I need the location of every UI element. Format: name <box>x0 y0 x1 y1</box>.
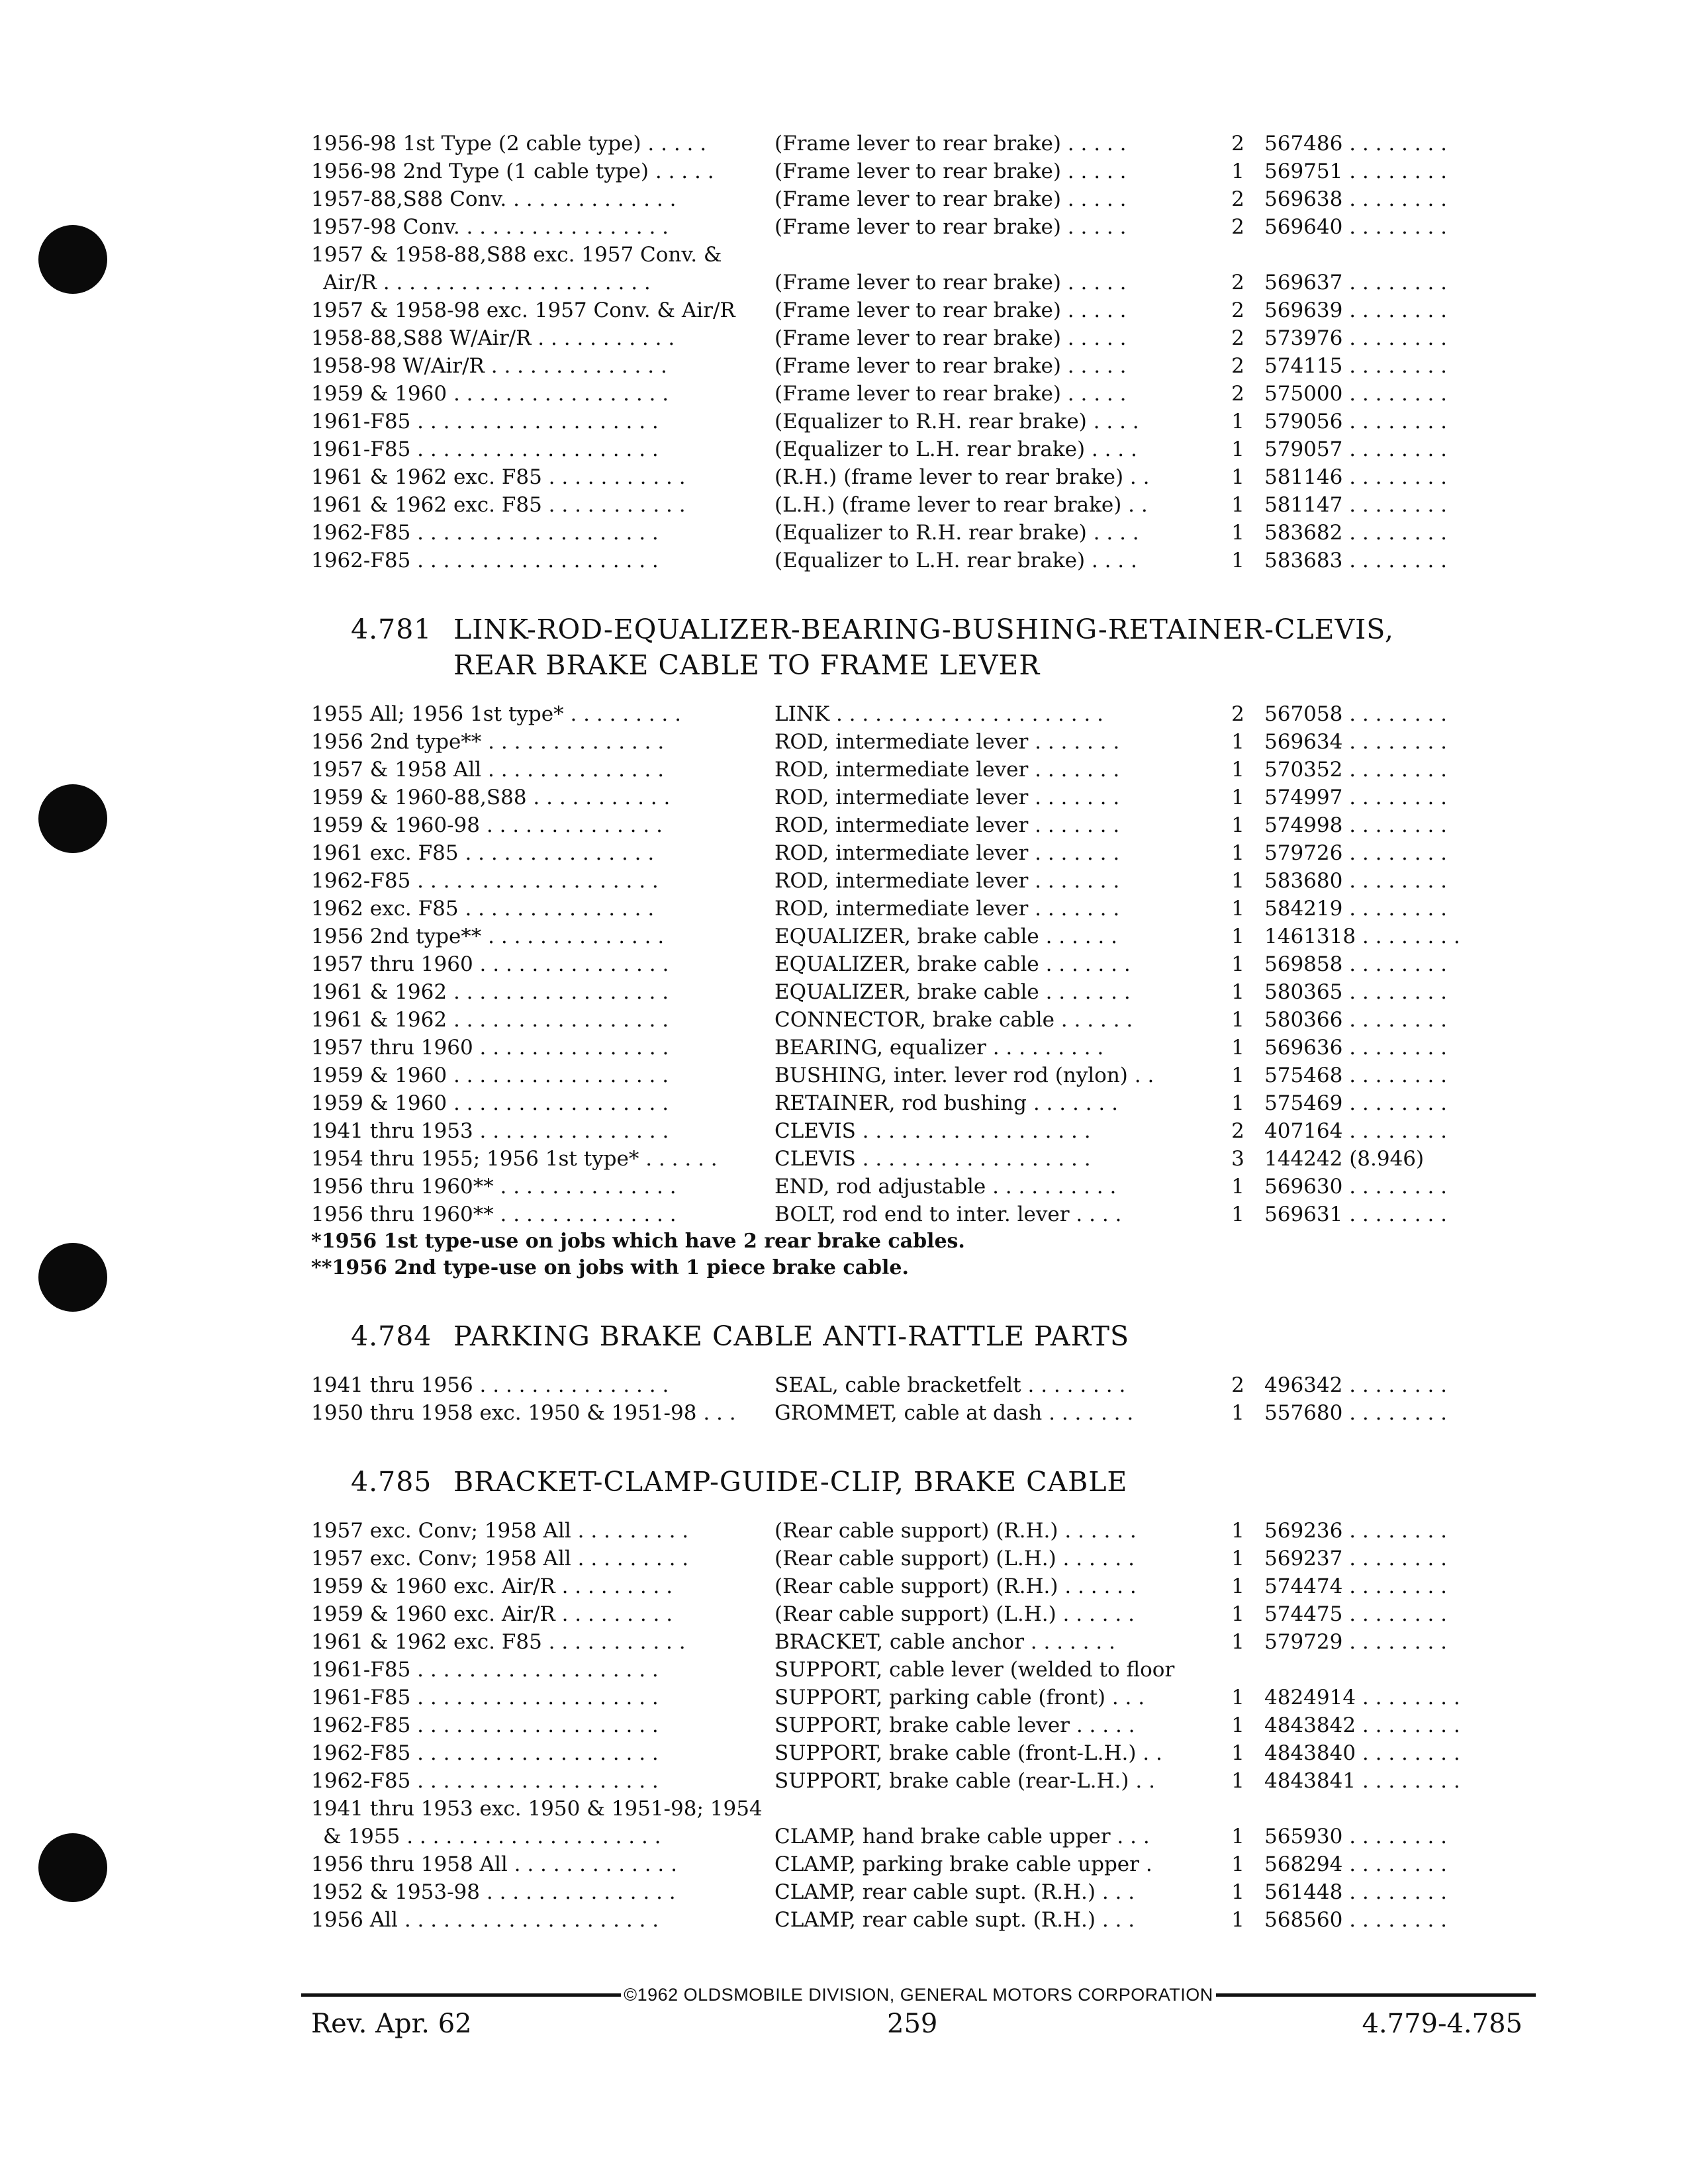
part-number-cell: 569858 . . . . . . . . <box>1264 952 1448 976</box>
part-row <box>311 519 1549 547</box>
description-cell: RETAINER, rod bushing . . . . . . . <box>774 1091 1118 1115</box>
quantity-cell: 1 <box>1231 952 1244 976</box>
part-number-cell: 1461318 . . . . . . . . <box>1264 925 1460 948</box>
description-cell: (Frame lever to rear brake) . . . . . <box>774 215 1127 239</box>
description-cell: SUPPORT, brake cable (front-L.H.) . . <box>774 1741 1162 1765</box>
part-row <box>311 158 1549 185</box>
description-cell: (Rear cable support) (R.H.) . . . . . . <box>774 1574 1137 1598</box>
model-cell: 1956 2nd type** . . . . . . . . . . . . . . <box>311 925 665 948</box>
description-cell: (Frame lever to rear brake) . . . . . <box>774 187 1127 211</box>
part-number-cell: 574997 . . . . . . . . <box>1264 786 1448 809</box>
revision-date: Rev. Apr. 62 <box>311 2009 472 2039</box>
model-cell: 1961 & 1962 . . . . . . . . . . . . . . . . . <box>311 1008 669 1032</box>
model-cell: 1956 2nd type** . . . . . . . . . . . . . . <box>311 730 665 754</box>
part-row <box>311 728 1549 756</box>
quantity-cell: 1 <box>1231 1064 1244 1087</box>
part-row <box>311 1089 1549 1117</box>
footer-rule-left <box>301 1993 621 1997</box>
model-cell: 1961-F85 . . . . . . . . . . . . . . . . . . . <box>311 410 659 433</box>
part-number-cell: 569636 . . . . . . . . <box>1264 1036 1448 1060</box>
description-cell: ROD, intermediate lever . . . . . . . <box>774 897 1120 921</box>
description-cell: (Equalizer to R.H. rear brake) . . . . <box>774 410 1139 433</box>
part-number-cell: 579057 . . . . . . . . <box>1264 437 1448 461</box>
section <box>311 1464 1549 1934</box>
description-cell: BEARING, equalizer . . . . . . . . . <box>774 1036 1104 1060</box>
part-row <box>311 1006 1549 1034</box>
part-number-cell <box>1264 1656 1549 1684</box>
quantity-cell: 1 <box>1231 786 1244 809</box>
section-title: PARKING BRAKE CABLE ANTI-RATTLE PARTS <box>453 1320 1130 1352</box>
model-cell: & 1955 . . . . . . . . . . . . . . . . . . . . <box>323 1825 661 1848</box>
model-cell: 1959 & 1960 . . . . . . . . . . . . . . . . . <box>311 1091 669 1115</box>
model-cell: 1954 thru 1955; 1956 1st type* . . . . . . <box>311 1147 718 1171</box>
description-cell: (Frame lever to rear brake) . . . . . <box>774 354 1127 378</box>
parts-list <box>311 130 1549 1934</box>
footer-rule <box>301 1985 1536 2005</box>
part-row <box>311 296 1549 324</box>
quantity-cell <box>1211 1795 1264 1823</box>
quantity-cell: 1 <box>1231 1547 1244 1570</box>
description-cell: (L.H.) (frame lever to rear brake) . . <box>774 493 1148 517</box>
model-cell: 1958-98 W/Air/R . . . . . . . . . . . . . . <box>311 354 667 378</box>
part-row <box>311 1517 1549 1545</box>
part-number-cell: 575468 . . . . . . . . <box>1264 1064 1448 1087</box>
description-cell: SUPPORT, cable lever (welded to floor <box>774 1658 1175 1682</box>
part-number-cell: 407164 . . . . . . . . <box>1264 1119 1448 1143</box>
description-cell: LINK . . . . . . . . . . . . . . . . . . . . . <box>774 702 1103 726</box>
part-number-cell: 569640 . . . . . . . . <box>1264 215 1448 239</box>
model-cell: 1962 exc. F85 . . . . . . . . . . . . . . . <box>311 897 655 921</box>
quantity-cell: 1 <box>1231 1741 1244 1765</box>
quantity-cell: 2 <box>1231 271 1244 295</box>
description-cell: (Equalizer to L.H. rear brake) . . . . <box>774 549 1137 572</box>
part-row <box>311 185 1549 213</box>
quantity-cell: 3 <box>1231 1147 1244 1171</box>
part-row <box>311 463 1549 491</box>
part-row <box>311 895 1549 923</box>
quantity-cell: 1 <box>1231 521 1244 545</box>
part-number-cell: 565930 . . . . . . . . <box>1264 1825 1448 1848</box>
section <box>311 1318 1549 1427</box>
quantity-cell: 1 <box>1231 410 1244 433</box>
part-row <box>311 923 1549 950</box>
model-cell: 1961 & 1962 exc. F85 . . . . . . . . . . . <box>311 493 686 517</box>
model-cell: 1957 exc. Conv; 1958 All . . . . . . . . . <box>311 1519 689 1543</box>
part-row <box>311 269 1549 296</box>
part-number-cell: 573976 . . . . . . . . <box>1264 326 1448 350</box>
part-number-cell: 580365 . . . . . . . . <box>1264 980 1448 1004</box>
section-heading <box>351 1318 1549 1354</box>
part-row <box>311 435 1549 463</box>
part-number-cell: 574475 . . . . . . . . <box>1264 1602 1448 1626</box>
quantity-cell: 1 <box>1231 1852 1244 1876</box>
copyright-notice: ©1962 OLDSMOBILE DIVISION, GENERAL MOTORS CORPORATION <box>624 1985 1213 2005</box>
quantity-cell: 2 <box>1231 326 1244 350</box>
part-row <box>311 1545 1549 1572</box>
model-cell: 1962-F85 . . . . . . . . . . . . . . . . . . . <box>311 1741 659 1765</box>
part-number-cell: 584219 . . . . . . . . <box>1264 897 1448 921</box>
quantity-cell: 2 <box>1231 1119 1244 1143</box>
description-cell: BOLT, rod end to inter. lever . . . . <box>774 1203 1122 1226</box>
quantity-cell: 1 <box>1231 549 1244 572</box>
binder-hole-1 <box>38 225 107 294</box>
part-number-cell: 569751 . . . . . . . . <box>1264 159 1448 183</box>
quantity-cell: 1 <box>1231 1519 1244 1543</box>
part-number-cell: 581147 . . . . . . . . <box>1264 493 1448 517</box>
part-row <box>311 811 1549 839</box>
quantity-cell: 1 <box>1231 1908 1244 1932</box>
part-number-cell: 579729 . . . . . . . . <box>1264 1630 1448 1654</box>
description-cell: ROD, intermediate lever . . . . . . . <box>774 869 1120 893</box>
part-row <box>311 1878 1549 1906</box>
quantity-cell: 1 <box>1231 1686 1244 1709</box>
part-number-cell: 569236 . . . . . . . . <box>1264 1519 1448 1543</box>
model-cell: 1956 thru 1960** . . . . . . . . . . . . . . <box>311 1175 677 1199</box>
part-row <box>311 1201 1549 1228</box>
part-row <box>311 241 1549 269</box>
part-row <box>311 1656 1549 1684</box>
quantity-cell: 2 <box>1231 215 1244 239</box>
description-cell: CLAMP, rear cable supt. (R.H.) . . . <box>774 1908 1135 1932</box>
quantity-cell: 1 <box>1231 437 1244 461</box>
quantity-cell <box>1211 241 1264 269</box>
description-cell: SEAL, cable bracketfelt . . . . . . . . <box>774 1373 1126 1397</box>
part-number-cell: 4843840 . . . . . . . . <box>1264 1741 1460 1765</box>
description-cell: EQUALIZER, brake cable . . . . . . . <box>774 980 1131 1004</box>
part-row <box>311 1711 1549 1739</box>
part-number-cell: 580366 . . . . . . . . <box>1264 1008 1448 1032</box>
part-row <box>311 1145 1549 1173</box>
quantity-cell: 1 <box>1231 1203 1244 1226</box>
model-cell: 1957 thru 1960 . . . . . . . . . . . . . . . <box>311 1036 669 1060</box>
footer-rule-right <box>1216 1993 1536 1997</box>
model-cell: 1961-F85 . . . . . . . . . . . . . . . . . . . <box>311 437 659 461</box>
model-cell: 1957 exc. Conv; 1958 All . . . . . . . . . <box>311 1547 689 1570</box>
model-cell: 1961-F85 . . . . . . . . . . . . . . . . . . . <box>311 1686 659 1709</box>
quantity-cell: 1 <box>1231 813 1244 837</box>
page-number: 259 <box>887 2009 938 2039</box>
part-number-cell: 4843841 . . . . . . . . <box>1264 1769 1460 1793</box>
part-number-cell: 569631 . . . . . . . . <box>1264 1203 1448 1226</box>
model-cell: 1957 & 1958-88,S88 exc. 1957 Conv. & <box>311 243 722 267</box>
description-cell: CONNECTOR, brake cable . . . . . . <box>774 1008 1133 1032</box>
quantity-cell: 1 <box>1231 758 1244 782</box>
description-cell: (Frame lever to rear brake) . . . . . <box>774 271 1127 295</box>
part-number-cell: 568560 . . . . . . . . <box>1264 1908 1448 1932</box>
description-cell: BRACKET, cable anchor . . . . . . . <box>774 1630 1115 1654</box>
description-cell: ROD, intermediate lever . . . . . . . <box>774 786 1120 809</box>
part-row <box>311 1062 1549 1089</box>
description-cell: CLEVIS . . . . . . . . . . . . . . . . . . <box>774 1147 1091 1171</box>
description-cell: ROD, intermediate lever . . . . . . . <box>774 758 1120 782</box>
section-title-line2: REAR BRAKE CABLE TO FRAME LEVER <box>453 649 1041 681</box>
description-cell: ROD, intermediate lever . . . . . . . <box>774 841 1120 865</box>
model-cell: 1961 & 1962 exc. F85 . . . . . . . . . . . <box>311 465 686 489</box>
part-number-cell: 144242 (8.946) <box>1264 1147 1425 1171</box>
model-cell: 1959 & 1960 exc. Air/R . . . . . . . . . <box>311 1574 673 1598</box>
model-cell: 1956 All . . . . . . . . . . . . . . . . . . . . <box>311 1908 659 1932</box>
part-number-cell: 561448 . . . . . . . . <box>1264 1880 1448 1904</box>
binder-hole-3 <box>38 1243 107 1312</box>
model-cell: 1941 thru 1953 exc. 1950 & 1951-98; 1954 <box>311 1797 763 1821</box>
quantity-cell <box>1211 1656 1264 1684</box>
description-cell: SUPPORT, brake cable lever . . . . . <box>774 1713 1135 1737</box>
model-cell: 1959 & 1960 exc. Air/R . . . . . . . . . <box>311 1602 673 1626</box>
section-heading <box>351 612 1549 683</box>
quantity-cell: 2 <box>1231 132 1244 156</box>
quantity-cell: 2 <box>1231 702 1244 726</box>
quantity-cell: 1 <box>1231 925 1244 948</box>
part-number-cell: 496342 . . . . . . . . <box>1264 1373 1448 1397</box>
description-cell: CLAMP, hand brake cable upper . . . <box>774 1825 1150 1848</box>
part-number-cell: 569237 . . . . . . . . <box>1264 1547 1448 1570</box>
part-number-cell <box>1264 1795 1549 1823</box>
part-number-cell: 569630 . . . . . . . . <box>1264 1175 1448 1199</box>
quantity-cell: 1 <box>1231 1008 1244 1032</box>
description-cell: (Rear cable support) (R.H.) . . . . . . <box>774 1519 1137 1543</box>
part-row <box>311 1600 1549 1628</box>
model-cell: 1962-F85 . . . . . . . . . . . . . . . . . . . <box>311 549 659 572</box>
description-cell: (R.H.) (frame lever to rear brake) . . <box>774 465 1150 489</box>
quantity-cell: 2 <box>1231 298 1244 322</box>
quantity-cell: 1 <box>1231 1769 1244 1793</box>
model-cell: 1956 thru 1958 All . . . . . . . . . . . . . <box>311 1852 677 1876</box>
model-cell: 1962-F85 . . . . . . . . . . . . . . . . . . . <box>311 521 659 545</box>
description-cell: (Equalizer to L.H. rear brake) . . . . <box>774 437 1137 461</box>
part-row <box>311 1628 1549 1656</box>
section-range: 4.779-4.785 <box>1362 2009 1523 2039</box>
model-cell: Air/R . . . . . . . . . . . . . . . . . . . . . <box>323 271 651 295</box>
model-cell: 1961-F85 . . . . . . . . . . . . . . . . . . . <box>311 1658 659 1682</box>
description-cell: CLAMP, rear cable supt. (R.H.) . . . <box>774 1880 1135 1904</box>
part-row <box>311 491 1549 519</box>
model-cell: 1959 & 1960-88,S88 . . . . . . . . . . . <box>311 786 671 809</box>
model-cell: 1952 & 1953-98 . . . . . . . . . . . . . . . <box>311 1880 676 1904</box>
part-row <box>311 1117 1549 1145</box>
model-cell: 1957-88,S88 Conv. . . . . . . . . . . . . . <box>311 187 677 211</box>
part-number-cell: 569634 . . . . . . . . <box>1264 730 1448 754</box>
quantity-cell: 1 <box>1231 465 1244 489</box>
quantity-cell: 1 <box>1231 1713 1244 1737</box>
description-cell: (Rear cable support) (L.H.) . . . . . . <box>774 1602 1135 1626</box>
model-cell: 1957 & 1958 All . . . . . . . . . . . . . . <box>311 758 665 782</box>
part-row <box>311 756 1549 784</box>
part-number-cell: 4843842 . . . . . . . . <box>1264 1713 1460 1737</box>
part-number-cell <box>1264 241 1549 269</box>
part-row <box>311 1173 1549 1201</box>
quantity-cell: 1 <box>1231 1574 1244 1598</box>
part-number-cell: 581146 . . . . . . . . <box>1264 465 1448 489</box>
part-row <box>311 1371 1549 1399</box>
part-number-cell: 583682 . . . . . . . . <box>1264 521 1448 545</box>
part-number-cell: 567486 . . . . . . . . <box>1264 132 1448 156</box>
quantity-cell: 1 <box>1231 841 1244 865</box>
description-cell: ROD, intermediate lever . . . . . . . <box>774 813 1120 837</box>
quantity-cell: 2 <box>1231 354 1244 378</box>
description-cell <box>774 241 1211 269</box>
section <box>311 612 1549 1281</box>
model-cell: 1959 & 1960 . . . . . . . . . . . . . . . . . <box>311 1064 669 1087</box>
part-number-cell: 574474 . . . . . . . . <box>1264 1574 1448 1598</box>
part-number-cell: 4824914 . . . . . . . . <box>1264 1686 1460 1709</box>
quantity-cell: 1 <box>1231 730 1244 754</box>
model-cell: 1958-88,S88 W/Air/R . . . . . . . . . . . <box>311 326 675 350</box>
model-cell: 1956-98 2nd Type (1 cable type) . . . . . <box>311 159 714 183</box>
model-cell: 1956 thru 1960** . . . . . . . . . . . . . . <box>311 1203 677 1226</box>
part-number-cell: 579726 . . . . . . . . <box>1264 841 1448 865</box>
description-cell: GROMMET, cable at dash . . . . . . . <box>774 1401 1134 1425</box>
section-number: 4.784 <box>351 1320 432 1352</box>
part-number-cell: 575469 . . . . . . . . <box>1264 1091 1448 1115</box>
section-number: 4.785 <box>351 1466 432 1498</box>
description-cell: EQUALIZER, brake cable . . . . . . . <box>774 952 1131 976</box>
section-title: LINK-ROD-EQUALIZER-BEARING-BUSHING-RETAINER-CLEVIS, <box>453 614 1394 645</box>
part-row <box>311 1684 1549 1711</box>
part-row <box>311 1572 1549 1600</box>
description-cell: CLAMP, parking brake cable upper . <box>774 1852 1152 1876</box>
quantity-cell: 1 <box>1231 897 1244 921</box>
part-row <box>311 950 1549 978</box>
description-cell: (Frame lever to rear brake) . . . . . <box>774 132 1127 156</box>
model-cell: 1955 All; 1956 1st type* . . . . . . . . . <box>311 702 681 726</box>
description-cell: SUPPORT, parking cable (front) . . . <box>774 1686 1145 1709</box>
quantity-cell: 1 <box>1231 493 1244 517</box>
part-number-cell: 575000 . . . . . . . . <box>1264 382 1448 406</box>
description-cell: (Frame lever to rear brake) . . . . . <box>774 382 1127 406</box>
quantity-cell: 1 <box>1231 1602 1244 1626</box>
quantity-cell: 2 <box>1231 187 1244 211</box>
model-cell: 1959 & 1960 . . . . . . . . . . . . . . . . . <box>311 382 669 406</box>
part-row <box>311 352 1549 380</box>
description-cell: END, rod adjustable . . . . . . . . . . <box>774 1175 1117 1199</box>
quantity-cell: 1 <box>1231 869 1244 893</box>
description-cell: SUPPORT, brake cable (rear-L.H.) . . <box>774 1769 1155 1793</box>
part-row <box>311 867 1549 895</box>
quantity-cell: 1 <box>1231 1630 1244 1654</box>
section-title: BRACKET-CLAMP-GUIDE-CLIP, BRAKE CABLE <box>453 1466 1128 1498</box>
model-cell: 1959 & 1960-98 . . . . . . . . . . . . . . <box>311 813 663 837</box>
model-cell: 1956-98 1st Type (2 cable type) . . . . . <box>311 132 707 156</box>
part-row <box>311 130 1549 158</box>
description-cell: (Frame lever to rear brake) . . . . . <box>774 326 1127 350</box>
part-row <box>311 700 1549 728</box>
description-cell: EQUALIZER, brake cable . . . . . . <box>774 925 1117 948</box>
part-number-cell: 557680 . . . . . . . . <box>1264 1401 1448 1425</box>
part-row <box>311 380 1549 408</box>
description-cell: (Rear cable support) (L.H.) . . . . . . <box>774 1547 1135 1570</box>
footnotes <box>311 1228 1549 1281</box>
model-cell: 1962-F85 . . . . . . . . . . . . . . . . . . . <box>311 1769 659 1793</box>
part-row <box>311 1823 1549 1850</box>
section-number: 4.781 <box>351 614 432 645</box>
part-row <box>311 1767 1549 1795</box>
part-row <box>311 1850 1549 1878</box>
description-cell: (Frame lever to rear brake) . . . . . <box>774 159 1127 183</box>
binder-hole-2 <box>38 784 107 853</box>
part-row <box>311 1906 1549 1934</box>
part-row <box>311 784 1549 811</box>
model-cell: 1961 exc. F85 . . . . . . . . . . . . . . . <box>311 841 655 865</box>
quantity-cell: 1 <box>1231 1091 1244 1115</box>
part-row <box>311 1034 1549 1062</box>
part-number-cell: 567058 . . . . . . . . <box>1264 702 1448 726</box>
description-cell <box>774 1795 1211 1823</box>
part-number-cell: 569637 . . . . . . . . <box>1264 271 1448 295</box>
model-cell: 1941 thru 1956 . . . . . . . . . . . . . . . <box>311 1373 669 1397</box>
part-row <box>311 547 1549 574</box>
quantity-cell: 1 <box>1231 1880 1244 1904</box>
model-cell: 1961 & 1962 . . . . . . . . . . . . . . . . . <box>311 980 669 1004</box>
part-row <box>311 408 1549 435</box>
part-row <box>311 324 1549 352</box>
quantity-cell: 2 <box>1231 382 1244 406</box>
part-number-cell: 570352 . . . . . . . . <box>1264 758 1448 782</box>
section-heading <box>351 1464 1549 1500</box>
model-cell: 1941 thru 1953 . . . . . . . . . . . . . . . <box>311 1119 669 1143</box>
section <box>311 130 1549 574</box>
quantity-cell: 1 <box>1231 980 1244 1004</box>
part-row <box>311 1739 1549 1767</box>
model-cell: 1961 & 1962 exc. F85 . . . . . . . . . . . <box>311 1630 686 1654</box>
part-number-cell: 569638 . . . . . . . . <box>1264 187 1448 211</box>
footnote: *1956 1st type-use on jobs which have 2 rear brake cables. <box>311 1230 965 1253</box>
quantity-cell: 2 <box>1231 1373 1244 1397</box>
model-cell: 1957-98 Conv. . . . . . . . . . . . . . . . . <box>311 215 669 239</box>
description-cell: (Frame lever to rear brake) . . . . . <box>774 298 1127 322</box>
description-cell: (Equalizer to R.H. rear brake) . . . . <box>774 521 1139 545</box>
model-cell: 1962-F85 . . . . . . . . . . . . . . . . . . . <box>311 869 659 893</box>
footnote: **1956 2nd type-use on jobs with 1 piece brake cable. <box>311 1256 909 1279</box>
part-number-cell: 583683 . . . . . . . . <box>1264 549 1448 572</box>
part-row <box>311 1399 1549 1427</box>
model-cell: 1957 thru 1960 . . . . . . . . . . . . . . . <box>311 952 669 976</box>
part-number-cell: 583680 . . . . . . . . <box>1264 869 1448 893</box>
part-number-cell: 569639 . . . . . . . . <box>1264 298 1448 322</box>
description-cell: BUSHING, inter. lever rod (nylon) . . <box>774 1064 1154 1087</box>
part-row <box>311 213 1549 241</box>
part-number-cell: 568294 . . . . . . . . <box>1264 1852 1448 1876</box>
model-cell: 1957 & 1958-98 exc. 1957 Conv. & Air/R <box>311 298 735 322</box>
part-number-cell: 574115 . . . . . . . . <box>1264 354 1448 378</box>
part-number-cell: 574998 . . . . . . . . <box>1264 813 1448 837</box>
quantity-cell: 1 <box>1231 1401 1244 1425</box>
description-cell: CLEVIS . . . . . . . . . . . . . . . . . . <box>774 1119 1091 1143</box>
quantity-cell: 1 <box>1231 1036 1244 1060</box>
model-cell: 1962-F85 . . . . . . . . . . . . . . . . . . . <box>311 1713 659 1737</box>
part-row <box>311 1795 1549 1823</box>
part-number-cell: 579056 . . . . . . . . <box>1264 410 1448 433</box>
model-cell: 1950 thru 1958 exc. 1950 & 1951-98 . . . <box>311 1401 736 1425</box>
description-cell: ROD, intermediate lever . . . . . . . <box>774 730 1120 754</box>
quantity-cell: 1 <box>1231 1175 1244 1199</box>
part-row <box>311 839 1549 867</box>
quantity-cell: 1 <box>1231 1825 1244 1848</box>
quantity-cell: 1 <box>1231 159 1244 183</box>
part-row <box>311 978 1549 1006</box>
binder-hole-4 <box>38 1833 107 1902</box>
